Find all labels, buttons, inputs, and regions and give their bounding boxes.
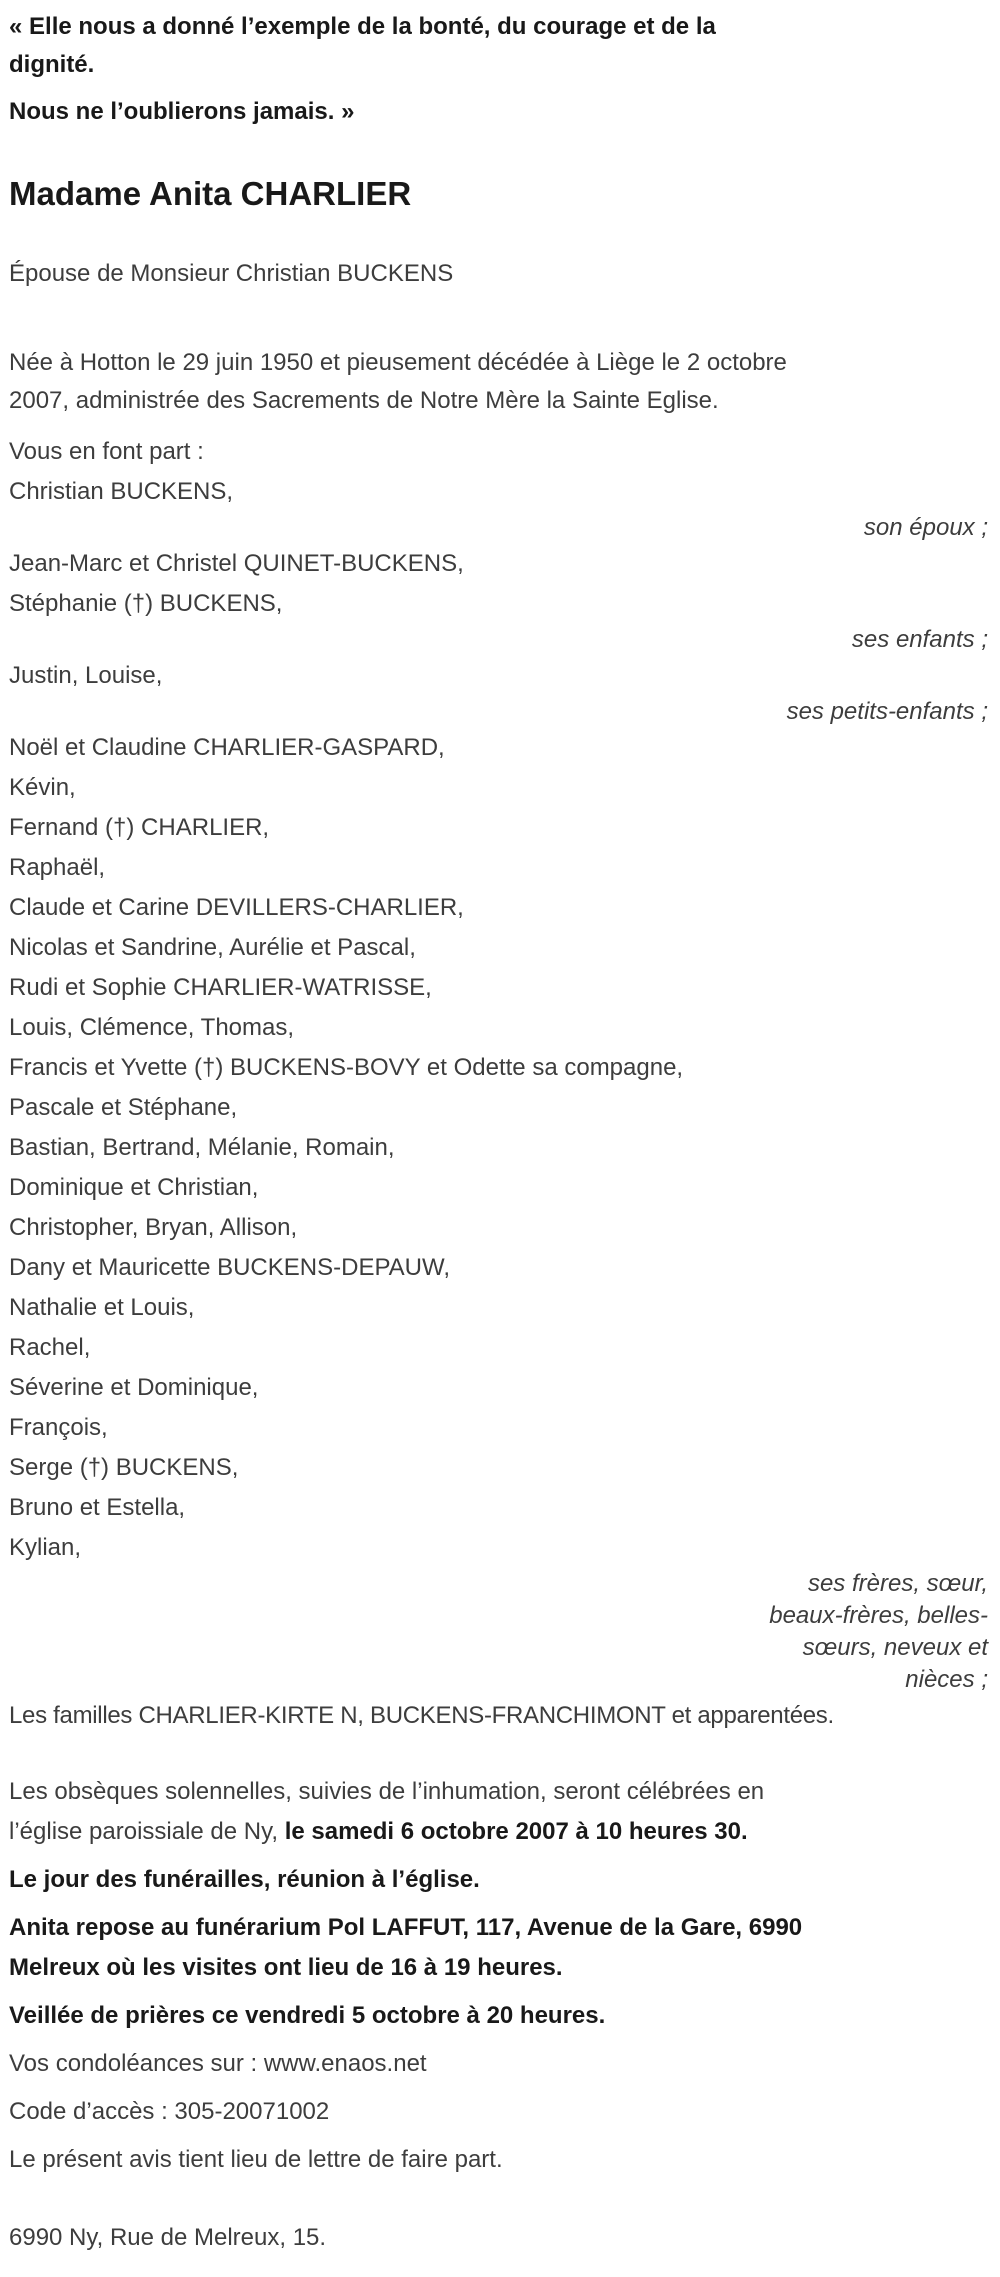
relation-label: sœurs, neveux et [802,1634,988,1661]
mourner-name: Francis et Yvette (†) BUCKENS-BOVY et Odette sa compagne, [9,1054,684,1081]
birth-death-paragraph [9,344,988,420]
repose-line: Melreux où les visites ont lieu de 16 à 19 heures. [9,1954,563,1981]
epitaph-quote [9,8,988,131]
funeral-ceremony-text: Les obsèques solennelles, suivies de l’inhumation, seront célébrées en [9,1778,765,1805]
mourner-name: Noël et Claudine CHARLIER-GASPARD, [9,734,445,761]
mourner-name: Justin, Louise, [9,662,163,689]
mourner-name: Rachel, [9,1334,91,1361]
church-meeting-line: Le jour des funérailles, réunion à l’église. [9,1866,480,1893]
mourner-name: Dany et Mauricette BUCKENS-DEPAUW, [9,1254,451,1281]
funeral-ceremony-text: l’église paroissiale de Ny, [9,1818,285,1845]
relation-label: ses enfants ; [851,626,988,653]
spouse-line: Épouse de Monsieur Christian BUCKENS [9,260,454,287]
mourner-name: Nicolas et Sandrine, Aurélie et Pascal, [9,934,416,961]
relation-label: beaux-frères, belles- [769,1602,988,1629]
funeral-ceremony-line [9,1812,988,1852]
vigil-line: Veillée de prières ce vendredi 5 octobre à 20 heures. [9,2002,606,2029]
relation-label: nièces ; [905,1666,988,1693]
mourner-name: Bastian, Bertrand, Mélanie, Romain, [9,1134,395,1161]
address-line: 6990 Ny, Rue de Melreux, 15. [9,2224,327,2251]
relation-label: ses petits-enfants ; [786,698,988,725]
repose-paragraph [9,1908,988,1988]
mourner-name: Louis, Clémence, Thomas, [9,1014,295,1041]
access-code-line: Code d’accès : 305-20071002 [9,2098,330,2125]
mourners-section [9,432,988,1696]
mourner-name: Kévin, [9,774,76,801]
mourner-name: Nathalie et Louis, [9,1294,195,1321]
mourner-name: Pascale et Stéphane, [9,1094,238,1121]
relation-label: ses frères, sœur, [807,1570,988,1597]
mourner-name: Stéphanie (†) BUCKENS, [9,590,283,617]
mourner-name: François, [9,1414,108,1441]
birth-death-line: 2007, administrée des Sacrements de Notre Mère la Sainte Eglise. [9,387,719,414]
mourner-name: Jean-Marc et Christel QUINET-BUCKENS, [9,550,464,577]
epitaph-quote-line: « Elle nous a donné l’exemple de la bonté, du courage et de la [9,13,716,40]
funeral-datetime: le samedi 6 octobre 2007 à 10 heures 30. [284,1818,748,1845]
mourner-name: Bruno et Estella, [9,1494,186,1521]
mourner-name: Fernand (†) CHARLIER, [9,814,270,841]
mourner-name: Rudi et Sophie CHARLIER-WATRISSE, [9,974,432,1001]
condolences-line [9,2044,988,2084]
funeral-ceremony-paragraph [9,1772,988,1852]
mourner-name: Dominique et Christian, [9,1174,259,1201]
mourner-name: Christian BUCKENS, [9,478,234,505]
condolences-url: www.enaos.net [263,2050,427,2077]
mourners-list [9,472,988,1696]
mourner-name: Claude et Carine DEVILLERS-CHARLIER, [9,894,464,921]
notice-line: Le présent avis tient lieu de lettre de faire part. [9,2146,503,2173]
mourner-name: Séverine et Dominique, [9,1374,259,1401]
deceased-name-title: Madame Anita CHARLIER [9,175,412,212]
mourner-name: Christopher, Bryan, Allison, [9,1214,298,1241]
families-line: Les familles CHARLIER-KIRTE N, BUCKENS-FRANCHIMONT et apparentées. [9,1702,834,1729]
epitaph-quote-line: Nous ne l’oublierons jamais. » [9,98,355,125]
mourner-name: Raphaël, [9,854,106,881]
relation-label: son époux ; [863,514,988,541]
birth-death-line: Née à Hotton le 29 juin 1950 et pieusement décédée à Liège le 2 octobre [9,349,787,376]
announcement-label: Vous en font part : [9,438,204,465]
mourner-name: Serge (†) BUCKENS, [9,1454,239,1481]
condolences-label: Vos condoléances sur : [9,2050,264,2077]
repose-line: Anita repose au funérarium Pol LAFFUT, 117, Avenue de la Gare, 6990 [9,1914,803,1941]
epitaph-quote-line: dignité. [9,51,95,78]
mourner-name: Kylian, [9,1534,82,1561]
funeral-ceremony-line [9,1772,988,1812]
